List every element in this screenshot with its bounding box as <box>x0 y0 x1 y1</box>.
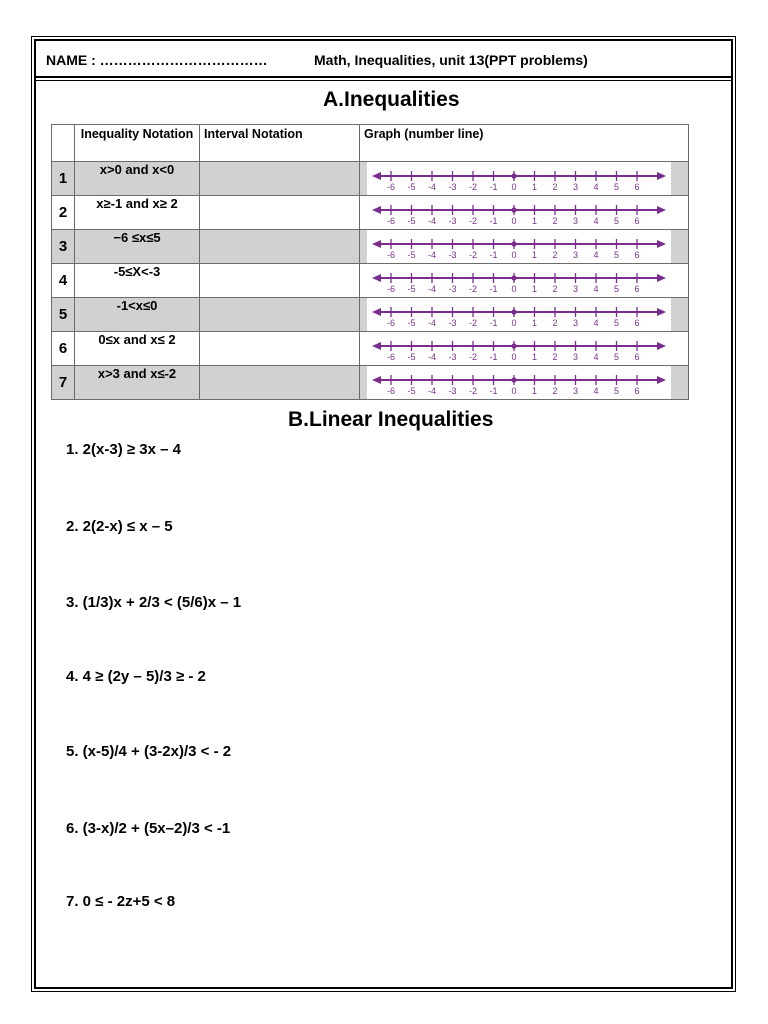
problem-item: 5. (x-5)/4 + (3-2x)/3 < - 2 <box>66 743 232 760</box>
origin-dot <box>511 309 516 314</box>
row-number: 7 <box>52 366 75 400</box>
origin-dot <box>511 275 516 280</box>
arrow-left-icon <box>372 342 381 350</box>
number-line-tick-label: -6 <box>386 216 396 226</box>
number-line-tick-label: 3 <box>572 250 579 260</box>
number-line-tick-label: -3 <box>448 352 457 362</box>
problem-item: 7. 0 ≤ - 2z+5 < 8 <box>66 893 176 910</box>
number-line-tick-label: -3 <box>448 250 457 260</box>
number-line-tick-label: 5 <box>613 216 620 226</box>
number-line-tick-label: -3 <box>448 386 457 396</box>
number-line-tick-label: 4 <box>593 352 599 362</box>
number-line-tick-label: -2 <box>468 386 478 396</box>
number-line-tick-label: 6 <box>634 182 640 192</box>
arrow-right-icon <box>657 308 666 316</box>
number-line <box>367 298 671 331</box>
number-line-tick-label: 5 <box>613 284 620 294</box>
row-number: 4 <box>52 264 75 298</box>
number-line-tick-label: 4 <box>593 182 599 192</box>
number-line-tick-label: 2 <box>552 216 558 226</box>
arrow-left-icon <box>372 376 381 384</box>
row-number: 3 <box>52 230 75 264</box>
problem-item: 4. 4 ≥ (2y – 5)/3 ≥ - 2 <box>66 668 206 685</box>
interval-notation-answer-cell[interactable] <box>200 298 360 332</box>
number-line-tick-label: -5 <box>407 318 416 328</box>
number-line-tick-label: -4 <box>427 284 437 294</box>
interval-notation-answer-cell[interactable] <box>200 230 360 264</box>
number-line <box>367 264 671 297</box>
interval-notation-answer-cell[interactable] <box>200 332 360 366</box>
number-line-tick-label: 3 <box>572 182 579 192</box>
arrow-left-icon <box>372 308 381 316</box>
number-line-tick-label: 2 <box>552 386 558 396</box>
origin-dot <box>511 377 516 382</box>
number-line <box>367 162 671 195</box>
number-line-tick-label: -1 <box>489 182 498 192</box>
inequality-notation: 0≤x and x≤ 2 <box>75 332 200 366</box>
col-header-interval: Interval Notation <box>200 125 360 162</box>
number-line-tick-label: -6 <box>386 318 396 328</box>
number-line-tick-label: 1 <box>531 352 538 362</box>
number-line-tick-label: -2 <box>468 318 478 328</box>
number-line-tick-label: 1 <box>531 386 538 396</box>
number-line-tick-label: -1 <box>489 250 498 260</box>
table-row <box>52 196 689 230</box>
number-line-tick-label: 5 <box>613 182 620 192</box>
number-line-tick-label: 4 <box>593 216 599 226</box>
number-line-tick-label: -4 <box>427 386 437 396</box>
course-title: Math, Inequalities, unit 13(PPT problems) <box>314 52 588 68</box>
table-row <box>52 264 689 298</box>
number-line <box>367 196 671 229</box>
number-line-tick-label: -3 <box>448 216 457 226</box>
graph-cell[interactable] <box>360 366 689 400</box>
arrow-left-icon <box>372 206 381 214</box>
inequality-notation: -1<x≤0 <box>75 298 200 332</box>
number-line-tick-label: -3 <box>448 318 457 328</box>
problem-item: 2. 2(2-x) ≤ x – 5 <box>66 518 173 535</box>
number-line-tick-label: 5 <box>613 352 620 362</box>
row-number: 6 <box>52 332 75 366</box>
col-header-graph: Graph (number line) <box>360 125 689 162</box>
graph-cell[interactable] <box>360 196 689 230</box>
number-line-tick-label: 1 <box>531 250 538 260</box>
row-number: 2 <box>52 196 75 230</box>
inequality-notation: -5≤X<-3 <box>75 264 200 298</box>
worksheet-header <box>36 41 731 79</box>
number-line-tick-label: -4 <box>427 182 437 192</box>
number-line-tick-label: -2 <box>468 250 478 260</box>
number-line-tick-label: -5 <box>407 182 416 192</box>
arrow-left-icon <box>372 172 381 180</box>
problem-item: 3. (1/3)x + 2/3 < (5/6)x – 1 <box>66 594 242 611</box>
number-line-tick-label: -1 <box>489 352 498 362</box>
number-line-tick-label: 6 <box>634 284 640 294</box>
number-line-tick-label: -1 <box>489 318 498 328</box>
number-line-tick-label: 2 <box>552 284 558 294</box>
number-line-tick-label: -6 <box>386 352 396 362</box>
problem-item: 6. (3-x)/2 + (5x–2)/3 < -1 <box>66 820 231 837</box>
number-line-tick-label: -2 <box>468 284 478 294</box>
number-line-tick-label: 3 <box>572 318 579 328</box>
arrow-right-icon <box>657 274 666 282</box>
number-line <box>367 366 671 399</box>
number-line-tick-label: 2 <box>552 182 558 192</box>
inequality-notation: x>0 and x<0 <box>75 162 200 196</box>
number-line-tick-label: 2 <box>552 318 558 328</box>
number-line-tick-label: 5 <box>613 386 620 396</box>
number-line-tick-label: -3 <box>448 182 457 192</box>
number-line-tick-label: -4 <box>427 216 437 226</box>
number-line-tick-label: 1 <box>531 182 538 192</box>
origin-dot <box>511 241 516 246</box>
arrow-left-icon <box>372 240 381 248</box>
number-line-tick-label: 2 <box>552 250 558 260</box>
inequalities-table <box>51 124 689 400</box>
number-line-tick-label: -5 <box>407 216 416 226</box>
number-line-tick-label: -1 <box>489 284 498 294</box>
number-line-tick-label: -4 <box>427 352 437 362</box>
interval-notation-answer-cell[interactable] <box>200 264 360 298</box>
section-a-title: A.Inequalities <box>323 88 460 111</box>
interval-notation-answer-cell[interactable] <box>200 196 360 230</box>
number-line-tick-label: 4 <box>593 386 599 396</box>
number-line-tick-label: -5 <box>407 386 416 396</box>
arrow-left-icon <box>372 274 381 282</box>
origin-dot <box>511 173 516 178</box>
number-line <box>367 230 671 263</box>
inequality-notation: x≥-1 and x≥ 2 <box>75 196 200 230</box>
number-line-tick-label: 5 <box>613 250 620 260</box>
number-line-tick-label: -6 <box>386 284 396 294</box>
header-divider-thin <box>36 80 731 81</box>
number-line-tick-label: 0 <box>511 386 517 396</box>
arrow-right-icon <box>657 342 666 350</box>
arrow-right-icon <box>657 376 666 384</box>
number-line-tick-label: -1 <box>489 216 498 226</box>
number-line-tick-label: -5 <box>407 352 416 362</box>
col-header-inequality: Inequality Notation <box>75 125 200 162</box>
arrow-right-icon <box>657 206 666 214</box>
number-line-tick-label: -5 <box>407 250 416 260</box>
origin-dot <box>511 207 516 212</box>
number-line-tick-label: 6 <box>634 250 640 260</box>
graph-cell[interactable] <box>360 230 689 264</box>
number-line-tick-label: -3 <box>448 284 457 294</box>
table-row <box>52 162 689 196</box>
number-line-tick-label: 0 <box>511 318 517 328</box>
row-number: 5 <box>52 298 75 332</box>
graph-cell[interactable] <box>360 298 689 332</box>
number-line-tick-label: 1 <box>531 284 538 294</box>
col-header-num <box>52 125 75 162</box>
arrow-right-icon <box>657 172 666 180</box>
number-line-tick-label: 4 <box>593 318 599 328</box>
number-line-tick-label: -1 <box>489 386 498 396</box>
graph-cell[interactable] <box>360 162 689 196</box>
table-row <box>52 366 689 400</box>
number-line-tick-label: -6 <box>386 386 396 396</box>
number-line-tick-label: 2 <box>552 352 558 362</box>
row-number: 1 <box>52 162 75 196</box>
graph-cell[interactable] <box>360 332 689 366</box>
number-line-tick-label: -6 <box>386 250 396 260</box>
number-line <box>367 332 671 365</box>
interval-notation-answer-cell[interactable] <box>200 162 360 196</box>
number-line-tick-label: 6 <box>634 352 640 362</box>
number-line-tick-label: 0 <box>511 352 517 362</box>
number-line-tick-label: 5 <box>613 318 620 328</box>
table-row <box>52 332 689 366</box>
number-line-tick-label: 6 <box>634 386 640 396</box>
number-line-tick-label: 0 <box>511 182 517 192</box>
inequality-notation: x>3 and x≤-2 <box>75 366 200 400</box>
number-line-tick-label: -2 <box>468 216 478 226</box>
problem-item: 1. 2(x-3) ≥ 3x – 4 <box>66 441 181 458</box>
number-line-tick-label: 3 <box>572 386 579 396</box>
number-line-tick-label: 6 <box>634 318 640 328</box>
number-line-tick-label: 0 <box>511 216 517 226</box>
number-line-tick-label: -4 <box>427 318 437 328</box>
inequality-notation: −6 ≤x≤5 <box>75 230 200 264</box>
origin-dot <box>511 343 516 348</box>
number-line-tick-label: -4 <box>427 250 437 260</box>
arrow-right-icon <box>657 240 666 248</box>
header-divider <box>36 76 731 78</box>
section-b-title: B.Linear Inequalities <box>288 408 494 431</box>
number-line-tick-label: -5 <box>407 284 416 294</box>
number-line-tick-label: 4 <box>593 284 599 294</box>
number-line-tick-label: 1 <box>531 216 538 226</box>
number-line-tick-label: -2 <box>468 352 478 362</box>
number-line-tick-label: -6 <box>386 182 396 192</box>
number-line-tick-label: -2 <box>468 182 478 192</box>
table-row <box>52 298 689 332</box>
number-line-tick-label: 0 <box>511 284 517 294</box>
table-row <box>52 230 689 264</box>
number-line-tick-label: 3 <box>572 284 579 294</box>
graph-cell[interactable] <box>360 264 689 298</box>
interval-notation-answer-cell[interactable] <box>200 366 360 400</box>
number-line-tick-label: 3 <box>572 352 579 362</box>
number-line-tick-label: 1 <box>531 318 538 328</box>
number-line-tick-label: 6 <box>634 216 640 226</box>
name-field-label: NAME : ……………………………… <box>46 52 268 68</box>
number-line-tick-label: 0 <box>511 250 517 260</box>
number-line-tick-label: 4 <box>593 250 599 260</box>
number-line-tick-label: 3 <box>572 216 579 226</box>
